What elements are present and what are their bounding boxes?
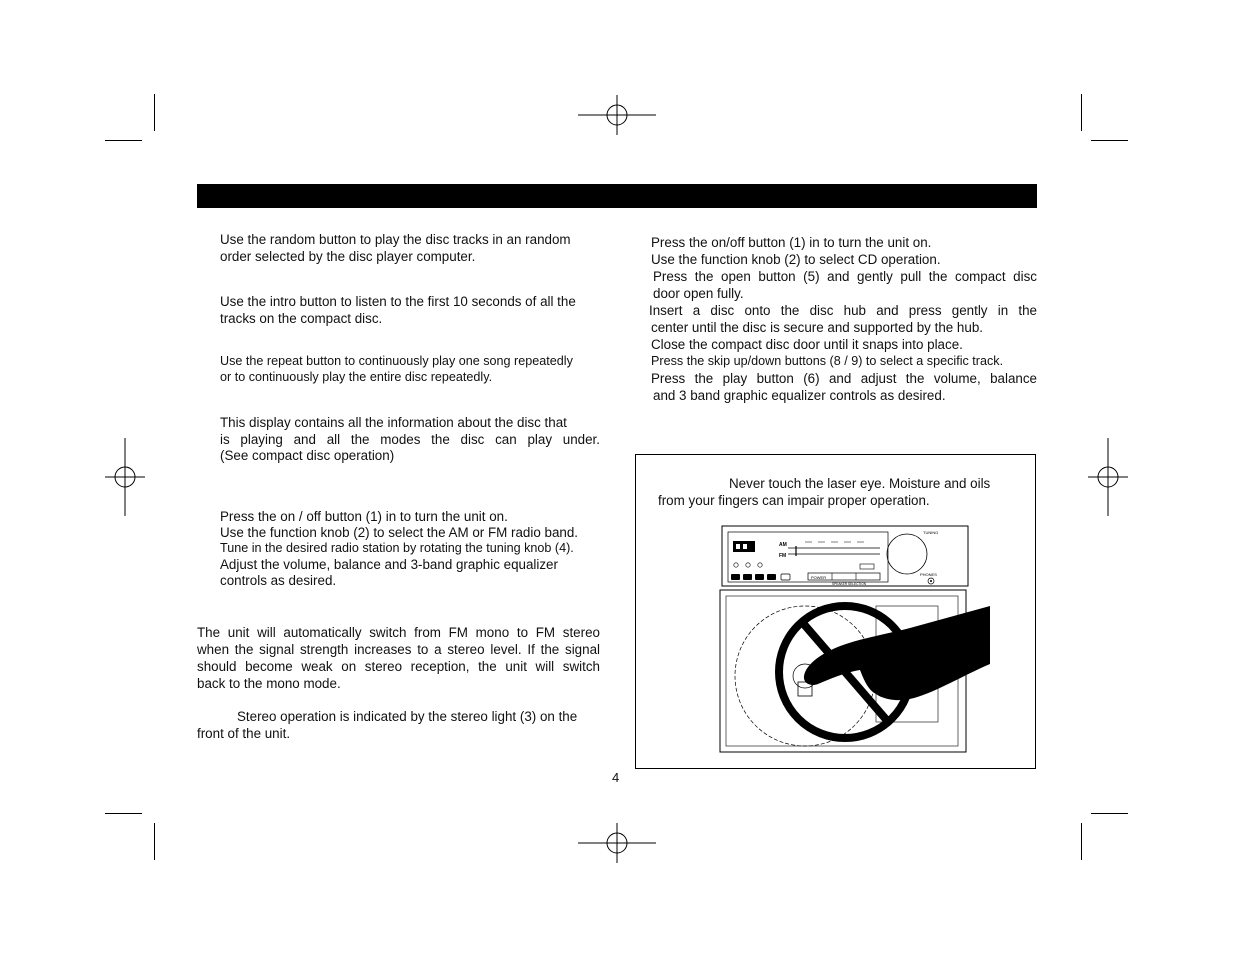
cd-step: Press the play button (6) and adjust the volume, balance [651,371,1037,386]
radio-step: controls as desired. [220,573,337,588]
phones-label: PHONES [920,572,937,577]
registration-mark-top [578,95,656,135]
display-desc-line: is playing and all the modes the disc can play under. [220,432,600,447]
cd-step: center until the disc is secure and supported by the hub. [651,320,983,335]
display-desc-line: (See compact disc operation) [220,448,395,463]
crop-mark [1081,823,1082,860]
radio-step: Use the function knob (2) to select the AM or FM radio band. [220,525,579,540]
stereo-note-line: front of the unit. [197,726,291,741]
repeat-desc-line: Use the repeat button to continuously play one song repeatedly [220,354,573,368]
intro-desc-line: Use the intro button to listen to the first 10 seconds of all the [220,294,576,309]
cd-step: Close the compact disc door until it snaps into place. [651,337,963,352]
radio-step: Press the on / off button (1) in to turn the unit on. [220,509,508,524]
cd-step: Insert a disc onto the disc hub and press gently in the [649,303,1037,318]
crop-mark [154,823,155,860]
registration-mark-bottom [578,823,656,863]
tuning-label: TUNING [923,530,939,535]
cd-step: door open fully. [653,286,744,301]
speaker-selection-label: SPEAKER SELECTION [832,582,867,586]
crop-mark [105,140,142,141]
page-number: 4 [612,770,620,785]
cd-step: Press the on/off button (1) in to turn the unit on. [651,235,932,250]
stereo-note-line: Stereo operation is indicated by the stereo light (3) on the [237,709,578,724]
band-am-label: AM [779,542,787,548]
crop-mark [1081,94,1082,131]
random-desc-line: Use the random button to play the disc tracks in an random [220,232,571,247]
section-header-bar [197,184,1037,208]
fm-stereo-line: when the signal strength increases to a stereo level. If the signal [197,642,600,657]
radio-step: Tune in the desired radio station by rotating the tuning knob (4). [220,541,574,555]
repeat-desc-line: or to continuously play the entire disc repeatedly. [220,370,493,384]
cd-step: and 3 band graphic equalizer controls as desired. [653,388,946,403]
crop-mark [105,813,142,814]
radio-step: Adjust the volume, balance and 3-band graphic equalizer [220,557,558,572]
fm-stereo-line: The unit will automatically switch from FM mono to FM stereo [197,625,600,640]
warning-line: Never touch the laser eye. Moisture and oils [729,476,991,491]
cd-step: Press the open button (5) and gently pull the compact disc [653,269,1037,284]
fm-stereo-line: should become weak on stereo reception, the unit will switch [197,659,600,674]
cd-step: Use the function knob (2) to select CD operation. [651,252,941,267]
cd-player-illustration [700,524,990,754]
power-label: POWER [811,575,827,580]
warning-line: from your fingers can impair proper operation. [658,493,930,508]
fm-stereo-line: back to the mono mode. [197,676,341,691]
crop-mark [1091,140,1128,141]
display-desc-line: This display contains all the information about the disc that [220,415,567,430]
registration-mark-left [105,438,145,516]
registration-mark-right [1088,438,1128,516]
random-desc-line: order selected by the disc player computer. [220,249,476,264]
crop-mark [1091,813,1128,814]
band-fm-label: FM [779,553,787,559]
intro-desc-line: tracks on the compact disc. [220,311,383,326]
cd-step: Press the skip up/down buttons (8 / 9) to select a specific track. [651,354,1004,368]
crop-mark [154,94,155,131]
